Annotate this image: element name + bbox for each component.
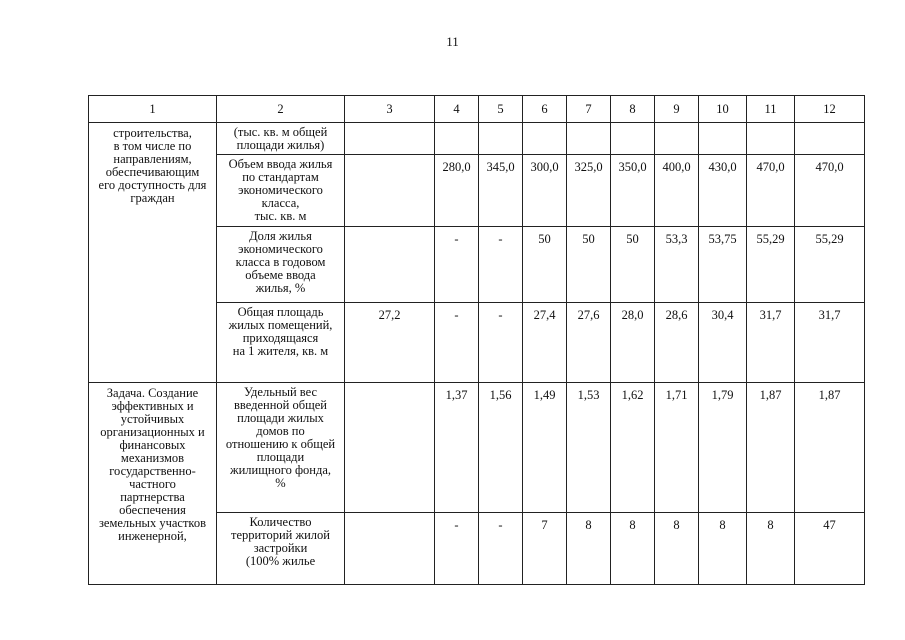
value-cell (611, 123, 655, 155)
column-header: 2 (217, 96, 345, 123)
indicator-label: Доля жилья экономического класса в годовом объеме ввода жилья, % (217, 227, 345, 303)
value-cell: 55,29 (747, 227, 795, 303)
header-row (89, 96, 865, 123)
value-cell: 300,0 (523, 155, 567, 227)
value-cell: 28,0 (611, 303, 655, 383)
value-cell: 1,53 (567, 383, 611, 513)
value-cell (345, 383, 435, 513)
value-cell: - (435, 227, 479, 303)
indicator-label: Количество территорий жилой застройки (100% жилье (217, 513, 345, 585)
value-cell: 280,0 (435, 155, 479, 227)
value-cell: 1,79 (699, 383, 747, 513)
task-group-cell: Задача. Создание эффективных и устойчивых организационных и финансовых механизмов государственно- частного партнерства обеспечения земельных участков инженерной, (89, 383, 217, 585)
value-cell: 31,7 (747, 303, 795, 383)
task-group-cell: строительства, в том числе по направлениям, обеспечивающим его доступность для граждан (89, 123, 217, 383)
value-cell: - (479, 303, 523, 383)
value-cell: 1,37 (435, 383, 479, 513)
value-cell: 8 (611, 513, 655, 585)
value-cell: 1,62 (611, 383, 655, 513)
value-cell (747, 123, 795, 155)
page-number: 11 (446, 34, 459, 49)
value-cell: 47 (795, 513, 865, 585)
value-cell (523, 123, 567, 155)
value-cell (699, 123, 747, 155)
table-row (89, 123, 865, 155)
value-cell: 400,0 (655, 155, 699, 227)
column-header: 9 (655, 96, 699, 123)
column-header: 4 (435, 96, 479, 123)
column-header: 5 (479, 96, 523, 123)
value-cell: 30,4 (699, 303, 747, 383)
value-cell: 55,29 (795, 227, 865, 303)
value-cell: 53,3 (655, 227, 699, 303)
value-cell (567, 123, 611, 155)
value-cell: 350,0 (611, 155, 655, 227)
column-header: 7 (567, 96, 611, 123)
value-cell: - (435, 513, 479, 585)
value-cell: - (479, 513, 523, 585)
value-cell: 1,49 (523, 383, 567, 513)
value-cell: - (435, 303, 479, 383)
value-cell: 470,0 (747, 155, 795, 227)
value-cell: 50 (523, 227, 567, 303)
value-cell: 345,0 (479, 155, 523, 227)
value-cell (435, 123, 479, 155)
value-cell: 53,75 (699, 227, 747, 303)
value-cell: 1,87 (747, 383, 795, 513)
value-cell: 27,4 (523, 303, 567, 383)
indicator-label: Удельный вес введенной общей площади жилых домов по отношению к общей площади жилищного фонда, % (217, 383, 345, 513)
indicator-label: Общая площадь жилых помещений, приходящаяся на 1 жителя, кв. м (217, 303, 345, 383)
value-cell (345, 123, 435, 155)
value-cell (795, 123, 865, 155)
value-cell: 31,7 (795, 303, 865, 383)
value-cell: 8 (699, 513, 747, 585)
value-cell: 430,0 (699, 155, 747, 227)
value-cell: 50 (611, 227, 655, 303)
column-header: 3 (345, 96, 435, 123)
column-header: 10 (699, 96, 747, 123)
column-header: 1 (89, 96, 217, 123)
value-cell: 28,6 (655, 303, 699, 383)
column-header: 8 (611, 96, 655, 123)
value-cell: 8 (747, 513, 795, 585)
table-row (89, 383, 865, 513)
column-header: 12 (795, 96, 865, 123)
value-cell (655, 123, 699, 155)
indicator-label: Объем ввода жилья по стандартам экономического класса, тыс. кв. м (217, 155, 345, 227)
value-cell: 8 (567, 513, 611, 585)
value-cell: 325,0 (567, 155, 611, 227)
value-cell (345, 227, 435, 303)
value-cell: 1,87 (795, 383, 865, 513)
value-cell (479, 123, 523, 155)
value-cell: 50 (567, 227, 611, 303)
value-cell: 7 (523, 513, 567, 585)
value-cell: 1,56 (479, 383, 523, 513)
value-cell: 27,2 (345, 303, 435, 383)
column-header: 6 (523, 96, 567, 123)
value-cell: 8 (655, 513, 699, 585)
value-cell: 1,71 (655, 383, 699, 513)
column-header: 11 (747, 96, 795, 123)
value-cell (345, 513, 435, 585)
value-cell: - (479, 227, 523, 303)
value-cell: 470,0 (795, 155, 865, 227)
value-cell (345, 155, 435, 227)
indicators-table (88, 95, 865, 585)
value-cell: 27,6 (567, 303, 611, 383)
indicator-label: (тыс. кв. м общей площади жилья) (217, 123, 345, 155)
